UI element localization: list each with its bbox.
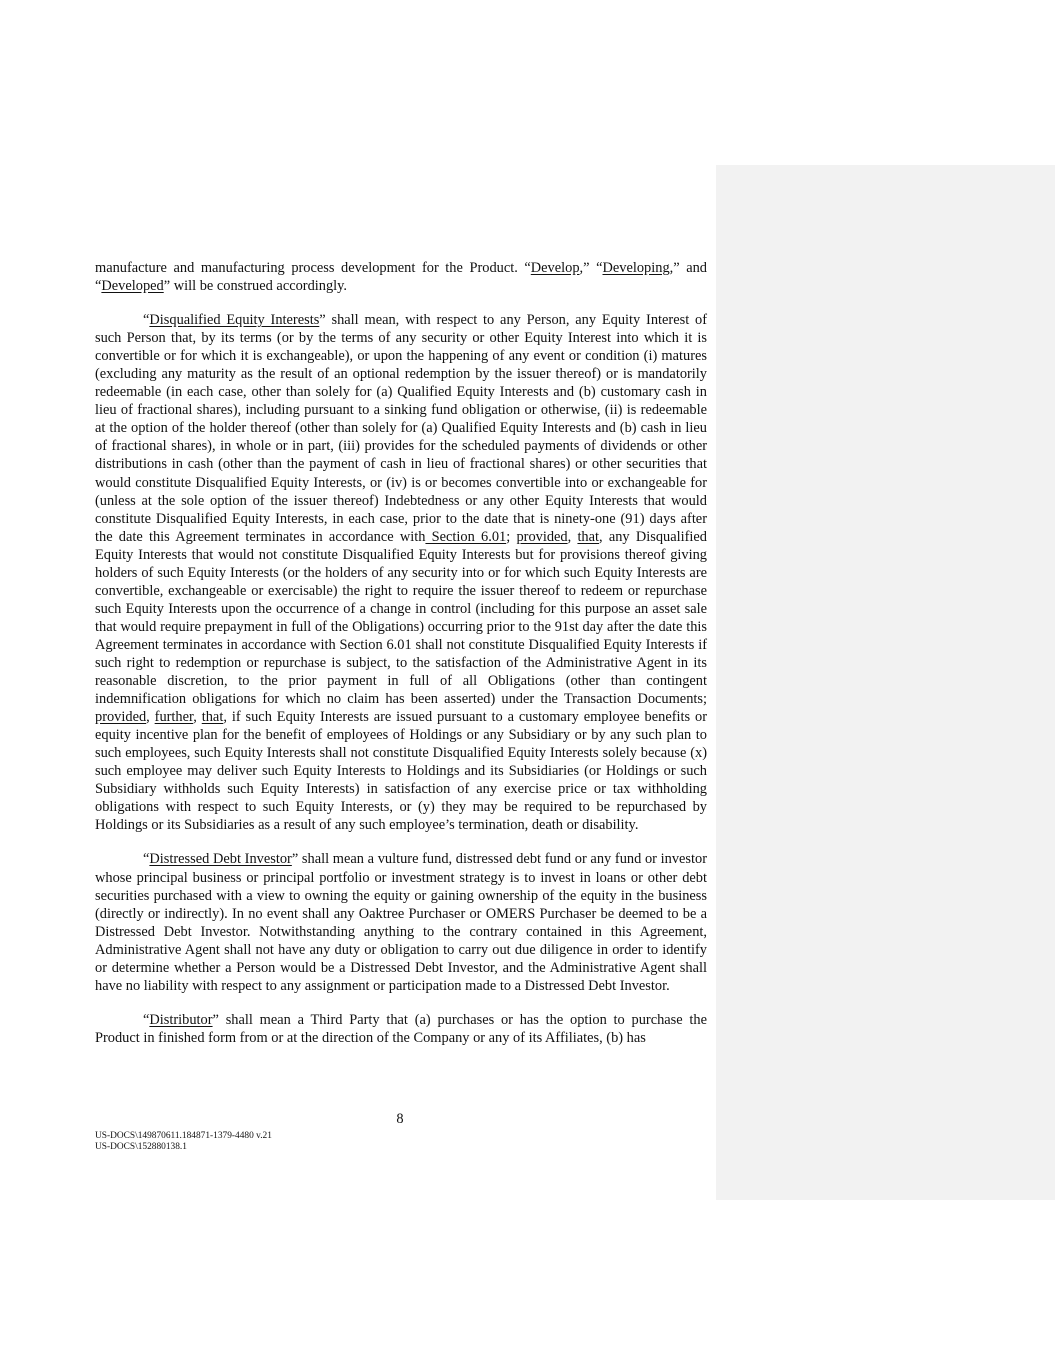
term-that: that: [577, 528, 600, 545]
paragraph-develop-definition: manufacture and manufacturing process development for the Product. “Develop,” “Developing,” and “Developed” will be construed accordingly.: [95, 260, 707, 295]
term-provided: provided: [516, 528, 568, 545]
page-number: 8: [396, 1111, 404, 1127]
term-provided-2: provided: [95, 709, 147, 726]
footer-doc-id-2: US-DOCS\152880138.1: [95, 1142, 187, 1152]
paragraph-distributor: “Distributor” shall mean a Third Party that (a) purchases or has the option to purchase the Product in finished form from or at the direction of the Company or any of its Affiliates, (b) has: [95, 1011, 707, 1046]
term-that-2: that: [201, 709, 224, 726]
paragraph-disqualified-equity-interests: “Disqualified Equity Interests” shall mean, with respect to any Person, any Equity Interest of such Person that, by its terms (or by the terms of any security or other Equity Interest into which it is convertible or for which it is exchangeable), or upon the happening of any event or condition (i) matures (excluding any maturity as the result of an optional redemption by the issuer thereof) or is mandatorily redeemable (in each case, other than solely for (a) Qualified Equity Interests and (b) customary cash in lieu of fractional shares), including pursuant to a sinking fund obligation or otherwise, (ii) is redeemable at the option of the holder thereof (other than solely for (a) Qualified Equity Interests and (b) cash in lieu of fractional shares), in whole or in part, (iii) provides for the scheduled payments of dividends or other distributions in cash (other than the payment of cash in lieu of fractional shares) or other securities that would constitute Disqualified Equity Interests, or (iv) is or becomes convertible into or exchangeable for (unless at the sole option of the issuer thereof) Indebtedness or any other Equity Interests that would constitute Disqualified Equity Interests, in each case, prior to the date that is ninety-one (91) days after the date this Agreement terminates in accordance with Section 6.01; provided, that, any Disqualified Equity Interests that would not constitute Disqualified Equity Interests but for provisions thereof giving holders of such Equity Interests (or the holders of any security into or for which such Equity Interests are convertible, exchangeable or exercisable) the right to require the issuer thereof to redeem or repurchase such Equity Interests upon the occurrence of a change in control (including for this purpose an asset sale that would require prepayment in full of the Obligations) occurring prior to the 91st day after the date this Agreement terminates in accordance with Section 6.01 shall not constitute Disqualified Equity Interests if such right to redemption or repurchase is subject, to the satisfaction of the Administrative Agent in its reasonable discretion, to the prior payment in full of all Obligations (other than contingent indemnification obligations for which no claim has been asserted) under the Transaction Documents; provided, further, that, if such Equity Interests are issued pursuant to a customary employee benefits or equity incentive plan for the benefit of employees of Holdings or any Subsidiary or by any such plan to such employees, such Equity Interests shall not constitute Disqualified Equity Interests solely because (x) such employee may deliver such Equity Interests to Holdings and its Subsidiaries (or Holdings or such Subsidiary withholds such Equity Interests) in satisfaction of any exercise price or tax withholding obligations with respect to such Equity Interests, or (y) they may be required to be repurchased by Holdings or its Subsidiaries as a result of any such employee’s termination, death or disability.: [95, 312, 707, 834]
term-disqualified-equity-interests: Disqualified Equity Interests: [149, 312, 320, 329]
footer-doc-id-1: US-DOCS\149870611.184871-1379-4480 v.21: [95, 1131, 272, 1141]
term-further: further: [154, 709, 194, 726]
term-developed: Developed: [101, 278, 164, 295]
document-body: [95, 259, 707, 1063]
term-develop: Develop: [530, 260, 580, 276]
cross-reference-section-6-01: Section 6.01: [425, 528, 507, 545]
document-footer: [95, 1131, 272, 1153]
term-developing: Developing: [602, 260, 670, 276]
term-distressed-debt-investor: Distressed Debt Investor: [149, 851, 292, 868]
term-distributor: Distributor: [149, 1011, 213, 1028]
comment-pane: [716, 165, 1055, 1200]
paragraph-distressed-debt-investor: “Distressed Debt Investor” shall mean a vulture fund, distressed debt fund or any fund or investor whose principal business or principal portfolio or investment strategy is to invest in loans or other debt securities purchased with a view to owning the equity or gaining ownership of the equity in the business (directly or indirectly). In no event shall any Oaktree Purchaser or OMERS Purchaser be deemed to be a Distressed Debt Investor. Notwithstanding anything to the contrary contained in this Agreement, Administrative Agent shall not have any duty or obligation to carry out due diligence in order to identify or determine whether a Person would be a Distressed Debt Investor, and the Administrative Agent shall have no liability with respect to any assignment or participation made to a Distressed Debt Investor.: [95, 851, 707, 994]
